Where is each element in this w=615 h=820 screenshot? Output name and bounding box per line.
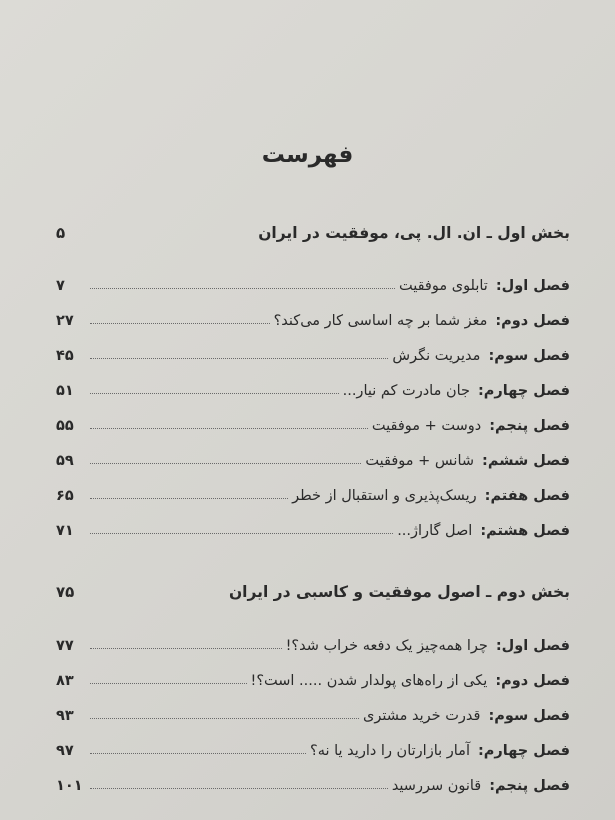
chapter-title: جان مادرت کم نیار...: [342, 383, 470, 399]
page-number: ۶۵: [56, 488, 74, 504]
page-number: ۹۷: [56, 743, 74, 759]
chapter-label: فصل پنجم:: [489, 418, 570, 434]
toc-entry[interactable]: [56, 698, 570, 724]
part-page-number: ۵: [56, 224, 66, 242]
chapter-title: یکی از راه‌های پولدار شدن ..... است؟!: [250, 673, 488, 689]
dot-leader: [90, 753, 306, 754]
chapter-title: مغز شما بر چه اساسی کار می‌کند؟: [273, 313, 488, 329]
page-number: ۷: [56, 278, 65, 294]
part-page-number: ۷۵: [56, 583, 75, 601]
page-number: ۸۳: [56, 673, 74, 689]
page-number: ۵۱: [56, 383, 74, 399]
toc-entry[interactable]: [56, 338, 570, 364]
dot-leader: [90, 683, 247, 684]
toc-entry[interactable]: [56, 733, 570, 759]
toc-entry[interactable]: [56, 268, 570, 294]
chapter-label: فصل هشتم:: [480, 523, 570, 539]
part-title: بخش دوم ـ اصول موفقیت و کاسبی در ایران: [228, 583, 570, 601]
dot-leader: [90, 393, 339, 394]
chapter-label: فصل پنجم:: [489, 778, 570, 794]
toc-entry[interactable]: [56, 768, 570, 794]
dot-leader: [90, 648, 282, 649]
chapter-label: فصل ششم:: [482, 453, 570, 469]
page-number: ۹۳: [56, 708, 74, 724]
chapter-label: فصل سوم:: [488, 708, 570, 724]
page-number: ۱۰۱: [56, 778, 83, 794]
part-heading-1[interactable]: [56, 218, 570, 248]
dot-leader: [90, 358, 388, 359]
dot-leader: [90, 288, 395, 289]
toc-entry[interactable]: [56, 303, 570, 329]
toc-entry[interactable]: [56, 373, 570, 399]
chapter-title: قانون سررسید: [391, 778, 482, 794]
chapter-title: چرا همه‌چیز یک دفعه خراب شد؟!: [285, 638, 488, 654]
chapter-title: مدیریت نگرش: [392, 348, 481, 364]
toc-entry[interactable]: [56, 443, 570, 469]
toc-title: فهرست: [261, 142, 354, 168]
page-number: ۷۷: [56, 638, 74, 654]
dot-leader: [90, 463, 361, 464]
page-number: ۵۹: [56, 453, 74, 469]
toc-entry[interactable]: [56, 513, 570, 539]
chapter-title: دوست + موفقیت: [371, 418, 482, 434]
chapter-label: فصل دوم:: [495, 673, 570, 689]
chapter-title: اصل گاراژ...: [397, 523, 473, 539]
page-number: ۲۷: [56, 313, 74, 329]
dot-leader: [90, 498, 288, 499]
chapter-title: تابلوی موفقیت: [398, 278, 488, 294]
chapter-label: فصل دوم:: [495, 313, 570, 329]
part-title: بخش اول ـ ان. ال. پی، موفقیت در ایران: [258, 224, 570, 242]
toc-entry[interactable]: [56, 628, 570, 654]
chapter-label: فصل اول:: [495, 278, 570, 294]
dot-leader: [90, 323, 270, 324]
page-number: ۴۵: [56, 348, 74, 364]
dot-leader: [90, 428, 368, 429]
dot-leader: [90, 718, 359, 719]
chapter-label: فصل هفتم:: [484, 488, 570, 504]
part-heading-2[interactable]: [56, 577, 570, 607]
chapter-title: آمار بازارتان را دارید یا نه؟: [310, 743, 470, 759]
chapter-title: شانس + موفقیت: [365, 453, 475, 469]
chapter-label: فصل چهارم:: [477, 743, 570, 759]
toc-entry[interactable]: [56, 408, 570, 434]
toc-entry[interactable]: [56, 663, 570, 689]
dot-leader: [90, 788, 388, 789]
dot-leader: [90, 533, 393, 534]
page-number: ۷۱: [56, 523, 74, 539]
chapter-title: قدرت خرید مشتری: [362, 708, 481, 724]
chapter-label: فصل سوم:: [488, 348, 570, 364]
chapter-label: فصل اول:: [495, 638, 570, 654]
toc-entry[interactable]: [56, 478, 570, 504]
chapter-label: فصل چهارم:: [477, 383, 570, 399]
page-number: ۵۵: [56, 418, 74, 434]
chapter-title: ریسک‌پذیری و استقبال از خطر: [292, 488, 477, 504]
